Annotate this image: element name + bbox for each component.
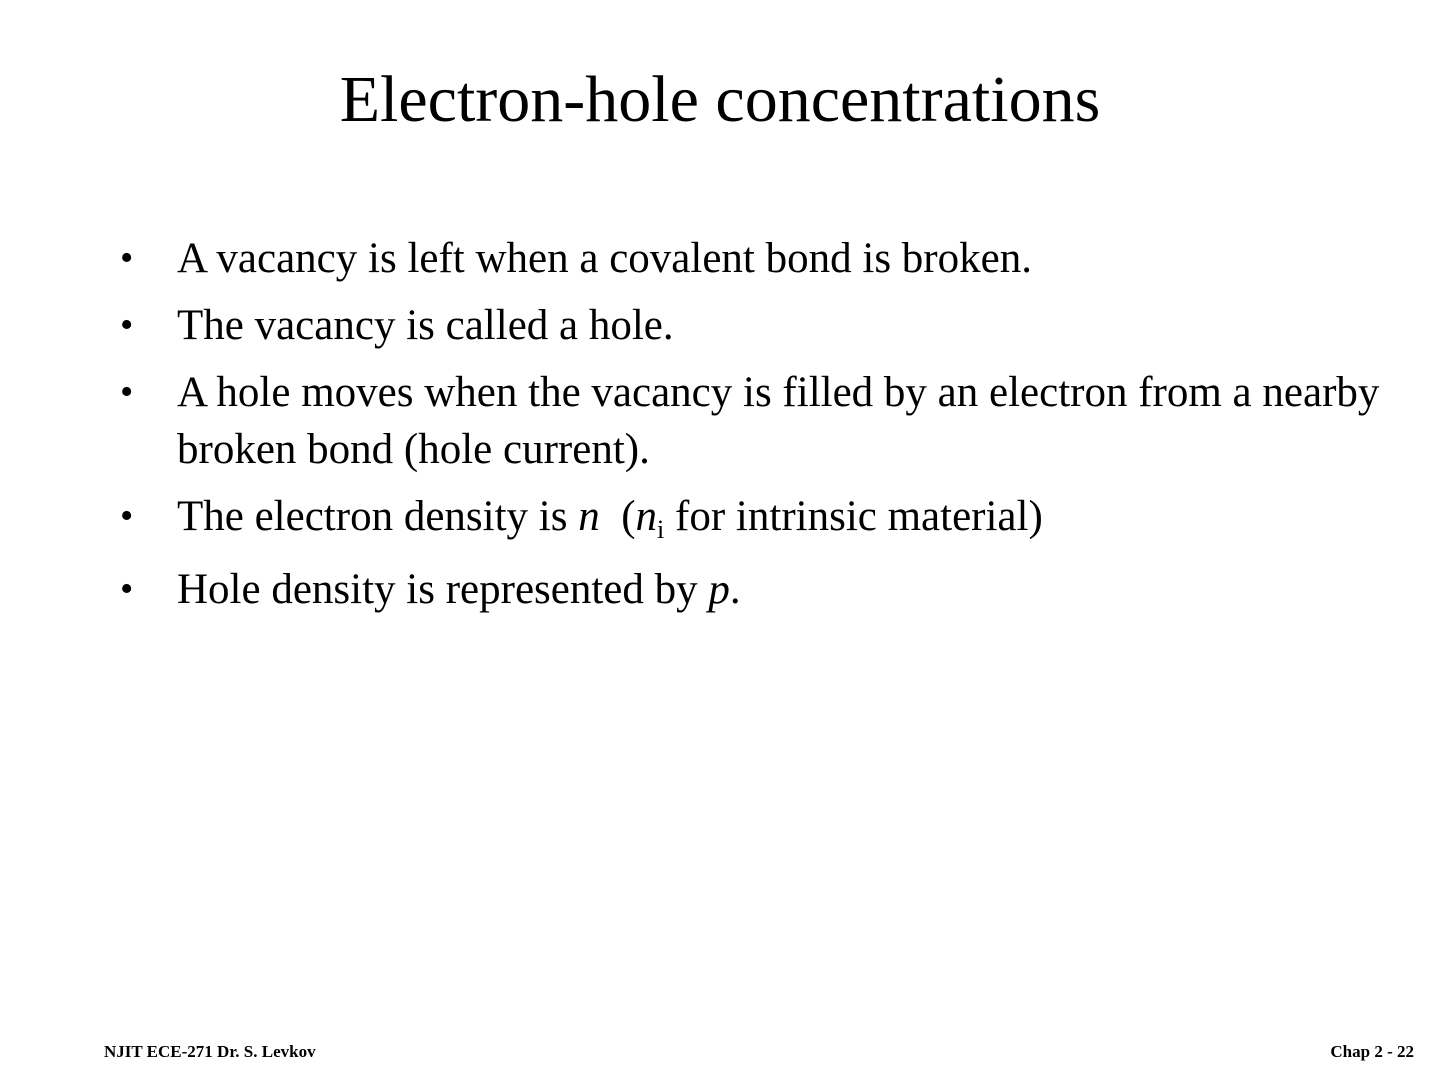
bullet-item [120,230,1380,287]
bullet-marker: • [120,237,134,279]
bullet-marker: • [120,495,134,537]
bullet-text: A vacancy is left when a covalent bond is broken. [177,235,1032,282]
bullet-text-part: . [729,566,741,613]
slide-title: Electron-hole concentrations [339,63,1101,136]
bullet-text [177,566,741,613]
bullet-list [120,230,1380,628]
variable-n: n [578,493,600,540]
bullet-text-part: The electron density is [177,493,579,540]
bullet-item [120,364,1380,478]
bullet-text-part: for intrinsic material) [664,493,1043,540]
bullet-marker: • [120,568,134,610]
bullet-item [120,488,1380,545]
variable-ni: n [635,493,658,540]
bullet-item [120,561,1380,618]
bullet-text-part: ( [599,493,636,540]
subscript-i: i [657,515,665,544]
bullet-text-part: Hole density is represented by [177,566,709,613]
bullet-text: A hole moves when the vacancy is filled by an electron from a nearby broken bond (hole current). [177,369,1380,473]
bullet-text [177,493,1043,544]
bullet-marker: • [120,304,134,346]
footer-page-number: Chap 2 - 22 [1330,1042,1414,1061]
footer-course-info: NJIT ECE-271 Dr. S. Levkov [104,1042,316,1061]
bullet-text: The vacancy is called a hole. [177,302,674,349]
bullet-item [120,297,1380,354]
bullet-marker: • [120,371,134,413]
variable-p: p [708,566,730,613]
